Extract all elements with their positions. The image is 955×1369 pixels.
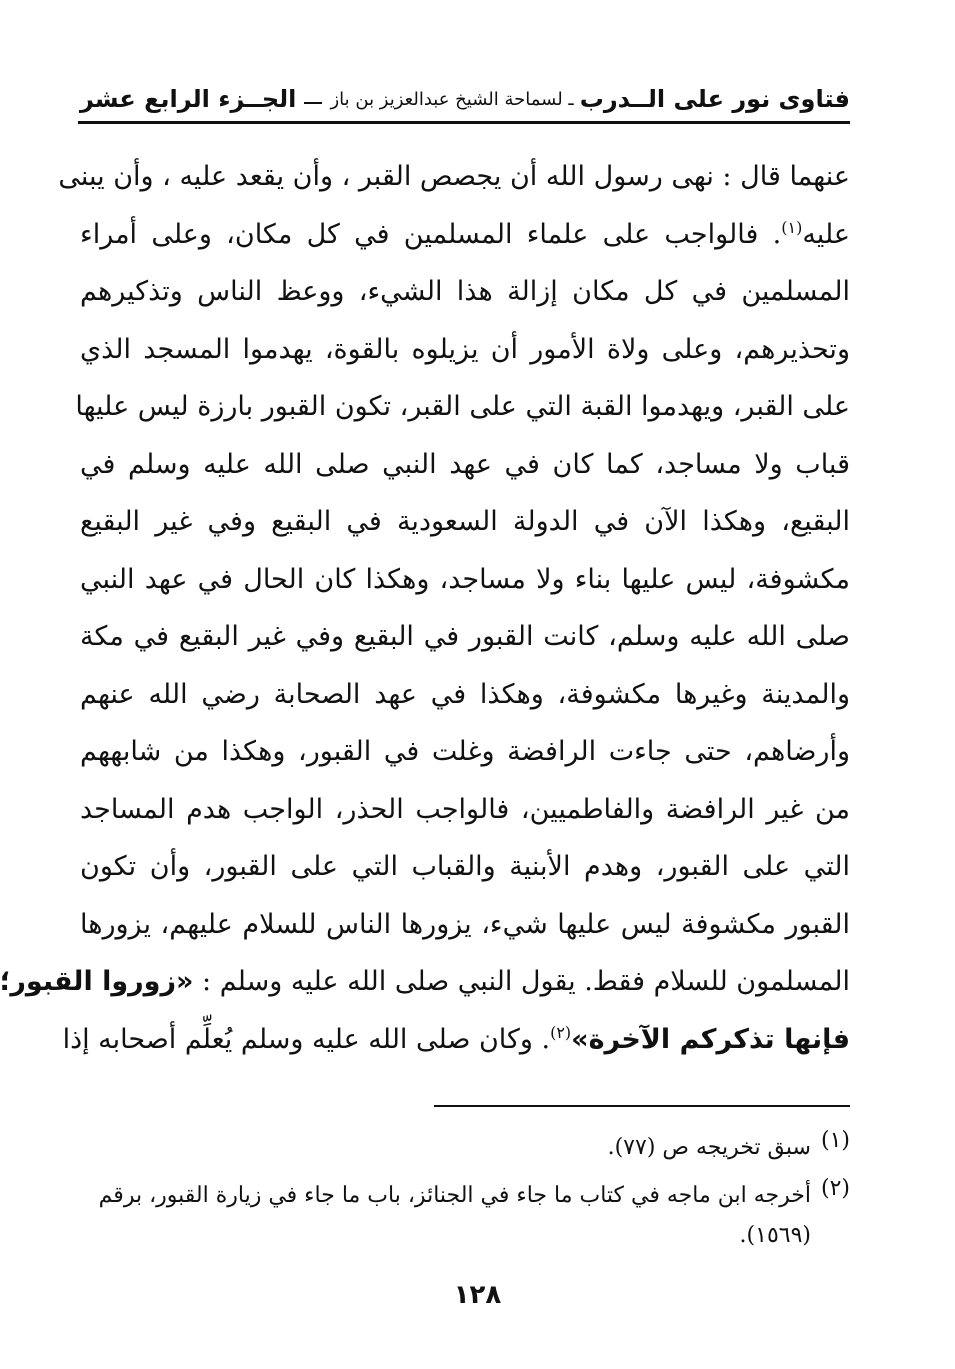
- body-line-2: [80, 206, 850, 264]
- body-line-15: [0, 953, 850, 1011]
- footnote-2: [80, 1176, 850, 1256]
- body-line-12: من غير الرافضة والفاطميين، فالواجب الحذر، الواجب هدم المساجد: [80, 793, 850, 825]
- body-line-11: وأرضاهم، حتى جاءت الرافضة وغلت في القبور، وهكذا من شابههم: [80, 736, 850, 767]
- footnote-ref-2: (٢): [550, 1022, 572, 1042]
- body-line-1: عنهما قال : نهى رسول الله أن يجصص القبر ، وأن يقعد عليه ، وأن يبنى: [58, 161, 850, 192]
- footnote-rule: [434, 1105, 850, 1107]
- body-line-14: القبور مكشوفة ليس عليها شيء، يزورها الناس للسلام عليهم، يزورها: [80, 908, 850, 940]
- body-line-2-rest: . فالواجب على علماء المسلمين في كل مكان، وعلى أمراء: [80, 218, 782, 250]
- footnote-2-text: أخرجه ابن ماجه في كتاب ما جاء في الجنائز، باب ما جاء في زيارة القبور، برقم (١٥٦٩).: [98, 1183, 811, 1248]
- body-line-5: على القبر، ويهدموا القبة التي على القبر، تكون القبور بارزة ليس عليها: [75, 391, 850, 422]
- body-line-4: وتحذيرهم، وعلى ولاة الأمور أن يزيلوه بالقوة، يهدموا المسجد الذي: [80, 333, 850, 365]
- page-number: ١٢٨: [453, 1280, 502, 1310]
- header-author: ـ لسماحة الشيخ عبدالعزيز بن باز: [330, 88, 574, 110]
- body-line-9: صلى الله عليه وسلم، كانت القبور في البقيع وفي غير البقيع في مكة: [80, 621, 850, 652]
- hadith-quote-end: فإنها تذكركم الآخرة»: [571, 1023, 850, 1055]
- hadith-quote-start: «زوروا القبور؛: [0, 966, 194, 997]
- footnote-1: [80, 1128, 850, 1168]
- body-line-15-text: المسلمون للسلام فقط. يقول النبي صلى الله عليه وسلم :: [193, 966, 850, 997]
- header-rule: [78, 121, 850, 124]
- header-dash-line: [304, 102, 322, 104]
- body-line-3: المسلمين في كل مكان إزالة هذا الشيء، ووعظ الناس وتذكيرهم: [80, 276, 850, 307]
- footnotes: [80, 1128, 850, 1264]
- header-book-title: فتاوى نور على الــدرب: [579, 85, 850, 113]
- body-line-16-rest: . وكان صلى الله عليه وسلم يُعلِّم أصحابه إذا: [62, 1023, 551, 1055]
- body-line-6: قباب ولا مساجد، كما كان في عهد النبي صلى الله عليه وسلم في: [80, 448, 850, 480]
- footnote-2-number: (٢): [820, 1176, 850, 1201]
- body-line-7: البقيع، وهكذا الآن في الدولة السعودية في البقيع وفي غير البقيع: [80, 506, 850, 537]
- footnote-1-number: (١): [820, 1128, 850, 1153]
- footnote-ref-1: (١): [781, 217, 803, 237]
- body-line-8: مكشوفة، ليس عليها بناء ولا مساجد، وهكذا كان الحال في عهد النبي: [80, 563, 850, 595]
- body-text: [0, 148, 850, 1068]
- body-line-2-start: عليه: [802, 218, 850, 250]
- body-line-16: [62, 1011, 850, 1069]
- running-header: [80, 80, 850, 118]
- footnote-1-text: سبق تخريجه ص (٧٧).: [607, 1135, 811, 1160]
- body-line-10: والمدينة وغيرها مكشوفة، وهكذا في عهد الصحابة رضي الله عنهم: [80, 678, 850, 710]
- body-line-13: التي على القبور، وهدم الأبنية والقباب التي على القبور، وأن تكون: [80, 851, 850, 882]
- header-part: الجــزء الرابع عشر: [80, 85, 297, 113]
